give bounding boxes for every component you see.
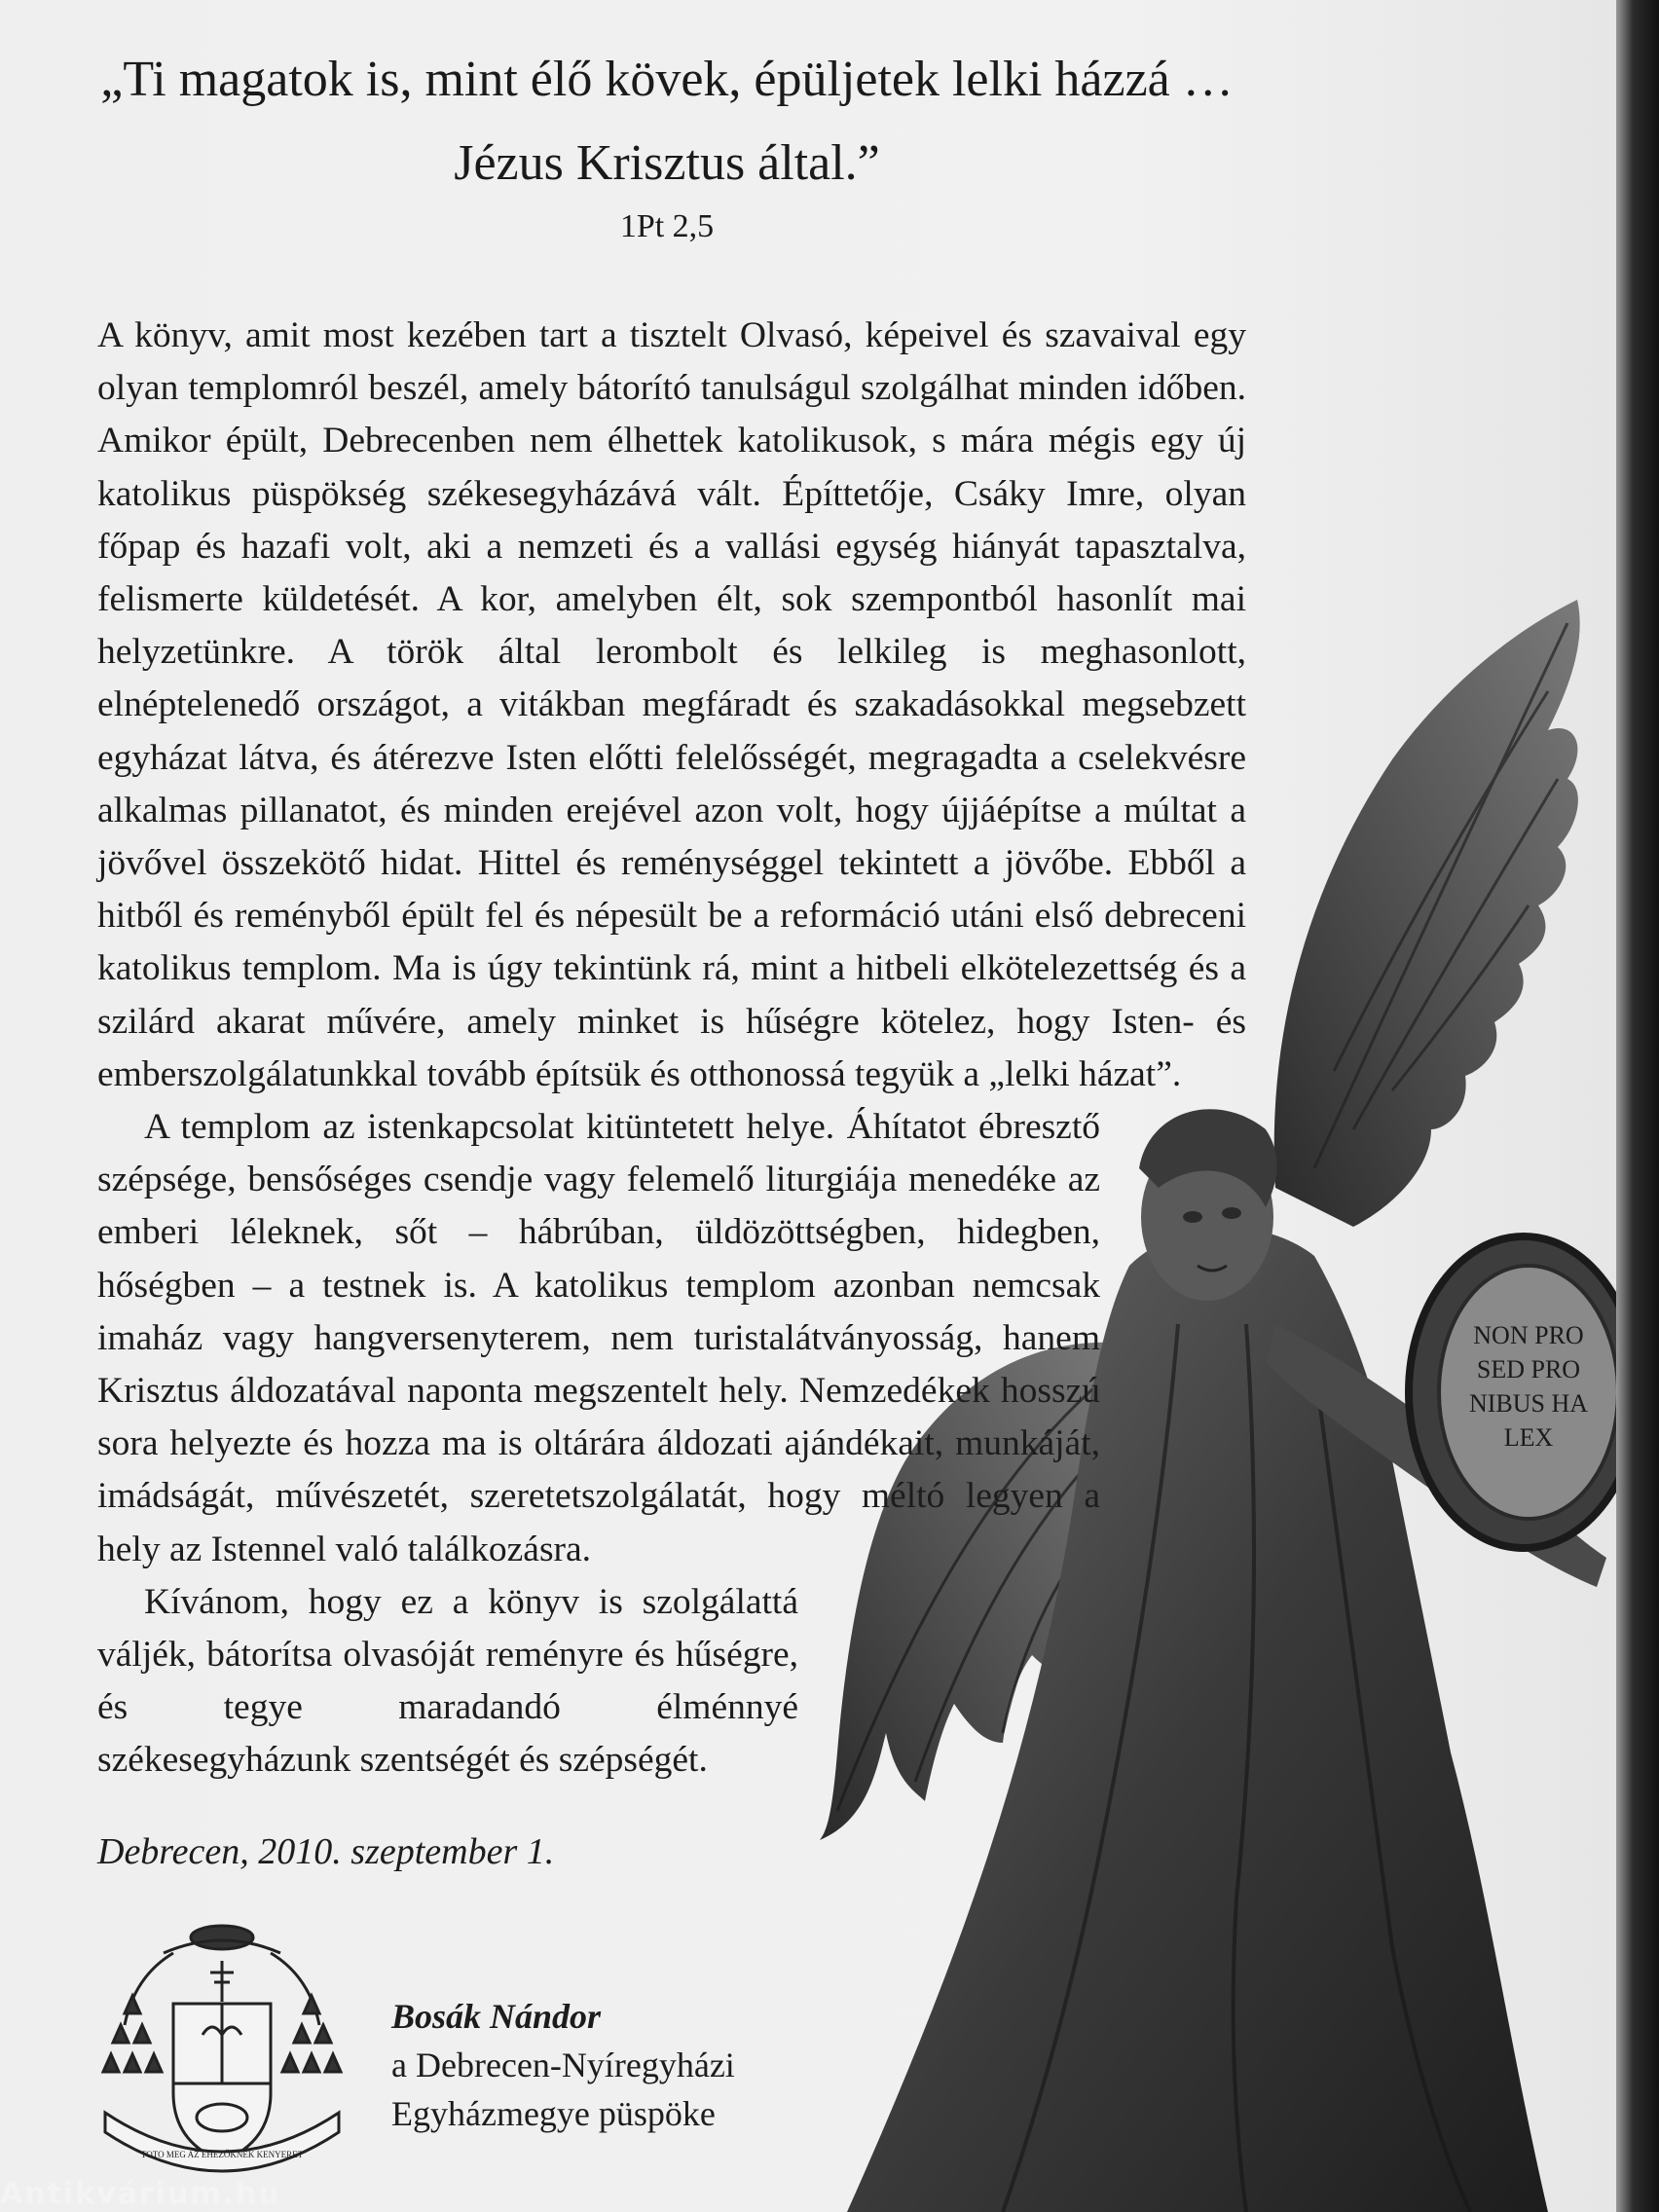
dateline: Debrecen, 2010. szeptember 1. bbox=[97, 1831, 555, 1872]
bible-reference: 1Pt 2,5 bbox=[619, 208, 715, 244]
signature-block bbox=[391, 1992, 735, 2138]
shield-text-3: NIBUS HA bbox=[1468, 1389, 1589, 1418]
preface-paragraph-2: A templom az istenkapcsolat kitüntetett helye. Áhítatot ébresztő szépsége, bensőséges csendje vagy felemelő liturgiája menedéke az emberi léleknek, sőt – hábrúban, üldözöttségben, hidegben, hőségben – a testnek is. A katolikus templom azonban nemcsak imaház vagy hangversenyterem, nem turistalátványosság, hanem Krisztus áldozatával naponta megszentelt hely. Nemzedékek hosszú sora helyezte és hozza ma is oltárára áldozati ajándékait, munkáját, imádságát, művészetét, szeretetszolgálatát, hogy méltó legyen a hely az Istennel való találkozásra. bbox=[97, 1107, 1100, 1569]
signature-title-line-1: a Debrecen-Nyíregyházi bbox=[391, 2046, 735, 2084]
quote-line-1: „Ti magatok is, mint élő kövek, épüljetek lelki házzá … bbox=[100, 52, 1234, 107]
preface-body bbox=[97, 310, 1246, 1788]
signature-name: Bosák Nándor bbox=[391, 1997, 602, 2036]
shield-text-4: LEX bbox=[1503, 1423, 1554, 1452]
angel-right-wing bbox=[1274, 600, 1580, 1227]
crest-motto: TOTO MEG AZ EHEZŐKNEK KENYERET bbox=[140, 2150, 304, 2159]
preface-paragraph-3: Kívánom, hogy ez a könyv is szolgálattá váljék, bátorítsa olvasóját reményre és hűségre, és tegye maradandó élménnyé székesegyházunk szentségét és szépségét. bbox=[97, 1581, 798, 1781]
episcopal-coat-of-arms bbox=[95, 1918, 349, 2181]
quote-line-2: Jézus Krisztus által.” bbox=[454, 135, 880, 191]
preface-paragraph-1: A könyv, amit most kezében tart a tisztelt Olvasó, képeivel és szavaival egy olyan templomról beszél, amely bátorító tanulságul szolgálhat minden időben. Amikor épült, Debrecenben nem élhettek katolikusok, s mára mégis egy új katolikus püspökség székesegyházává vált. Építtetője, Csáky Imre, olyan főpap és hazafi volt, aki a nemzeti és a vallási egység hiányát tapasztalva, felismerte küldetését. A kor, amelyben élt, sok szempontból hasonlít mai helyzetünkre. A török által lerombolt és lelkileg is meghasonlott, elnéptelenedő országot, a vitákban megfáradt és szakadásokkal megsebzett egyházat látva, és átérezve Isten előtti felelősségét, megragadta a cselekvésre alkalmas pillanatot, és minden erejével azon volt, hogy újjáépítse a múltat a jövővel összekötő hidat. Hittel és reménységgel tekintett a jövőbe. Ebből a hitből és reményből épült fel és népesült be a reformáció utáni első debreceni katolikus templom. Ma is úgy tekintünk rá, mint a hitbeli elkötelezettség és a szilárd akarat művére, amely minket is hűségre kötelez, hogy Isten- és emberszolgálatunkkal tovább építsük és otthonossá tegyük a „lelki házat”. bbox=[97, 315, 1246, 1094]
shield-text-1: NON PRO bbox=[1473, 1321, 1584, 1349]
signature-title-line-2: Egyházmegye püspöke bbox=[391, 2094, 716, 2133]
book-spine-edge bbox=[1616, 0, 1659, 2212]
shield-text-2: SED PRO bbox=[1476, 1355, 1581, 1383]
watermark: Antikvárium.hu bbox=[0, 2177, 281, 2211]
angel-shield bbox=[1409, 1236, 1616, 1548]
